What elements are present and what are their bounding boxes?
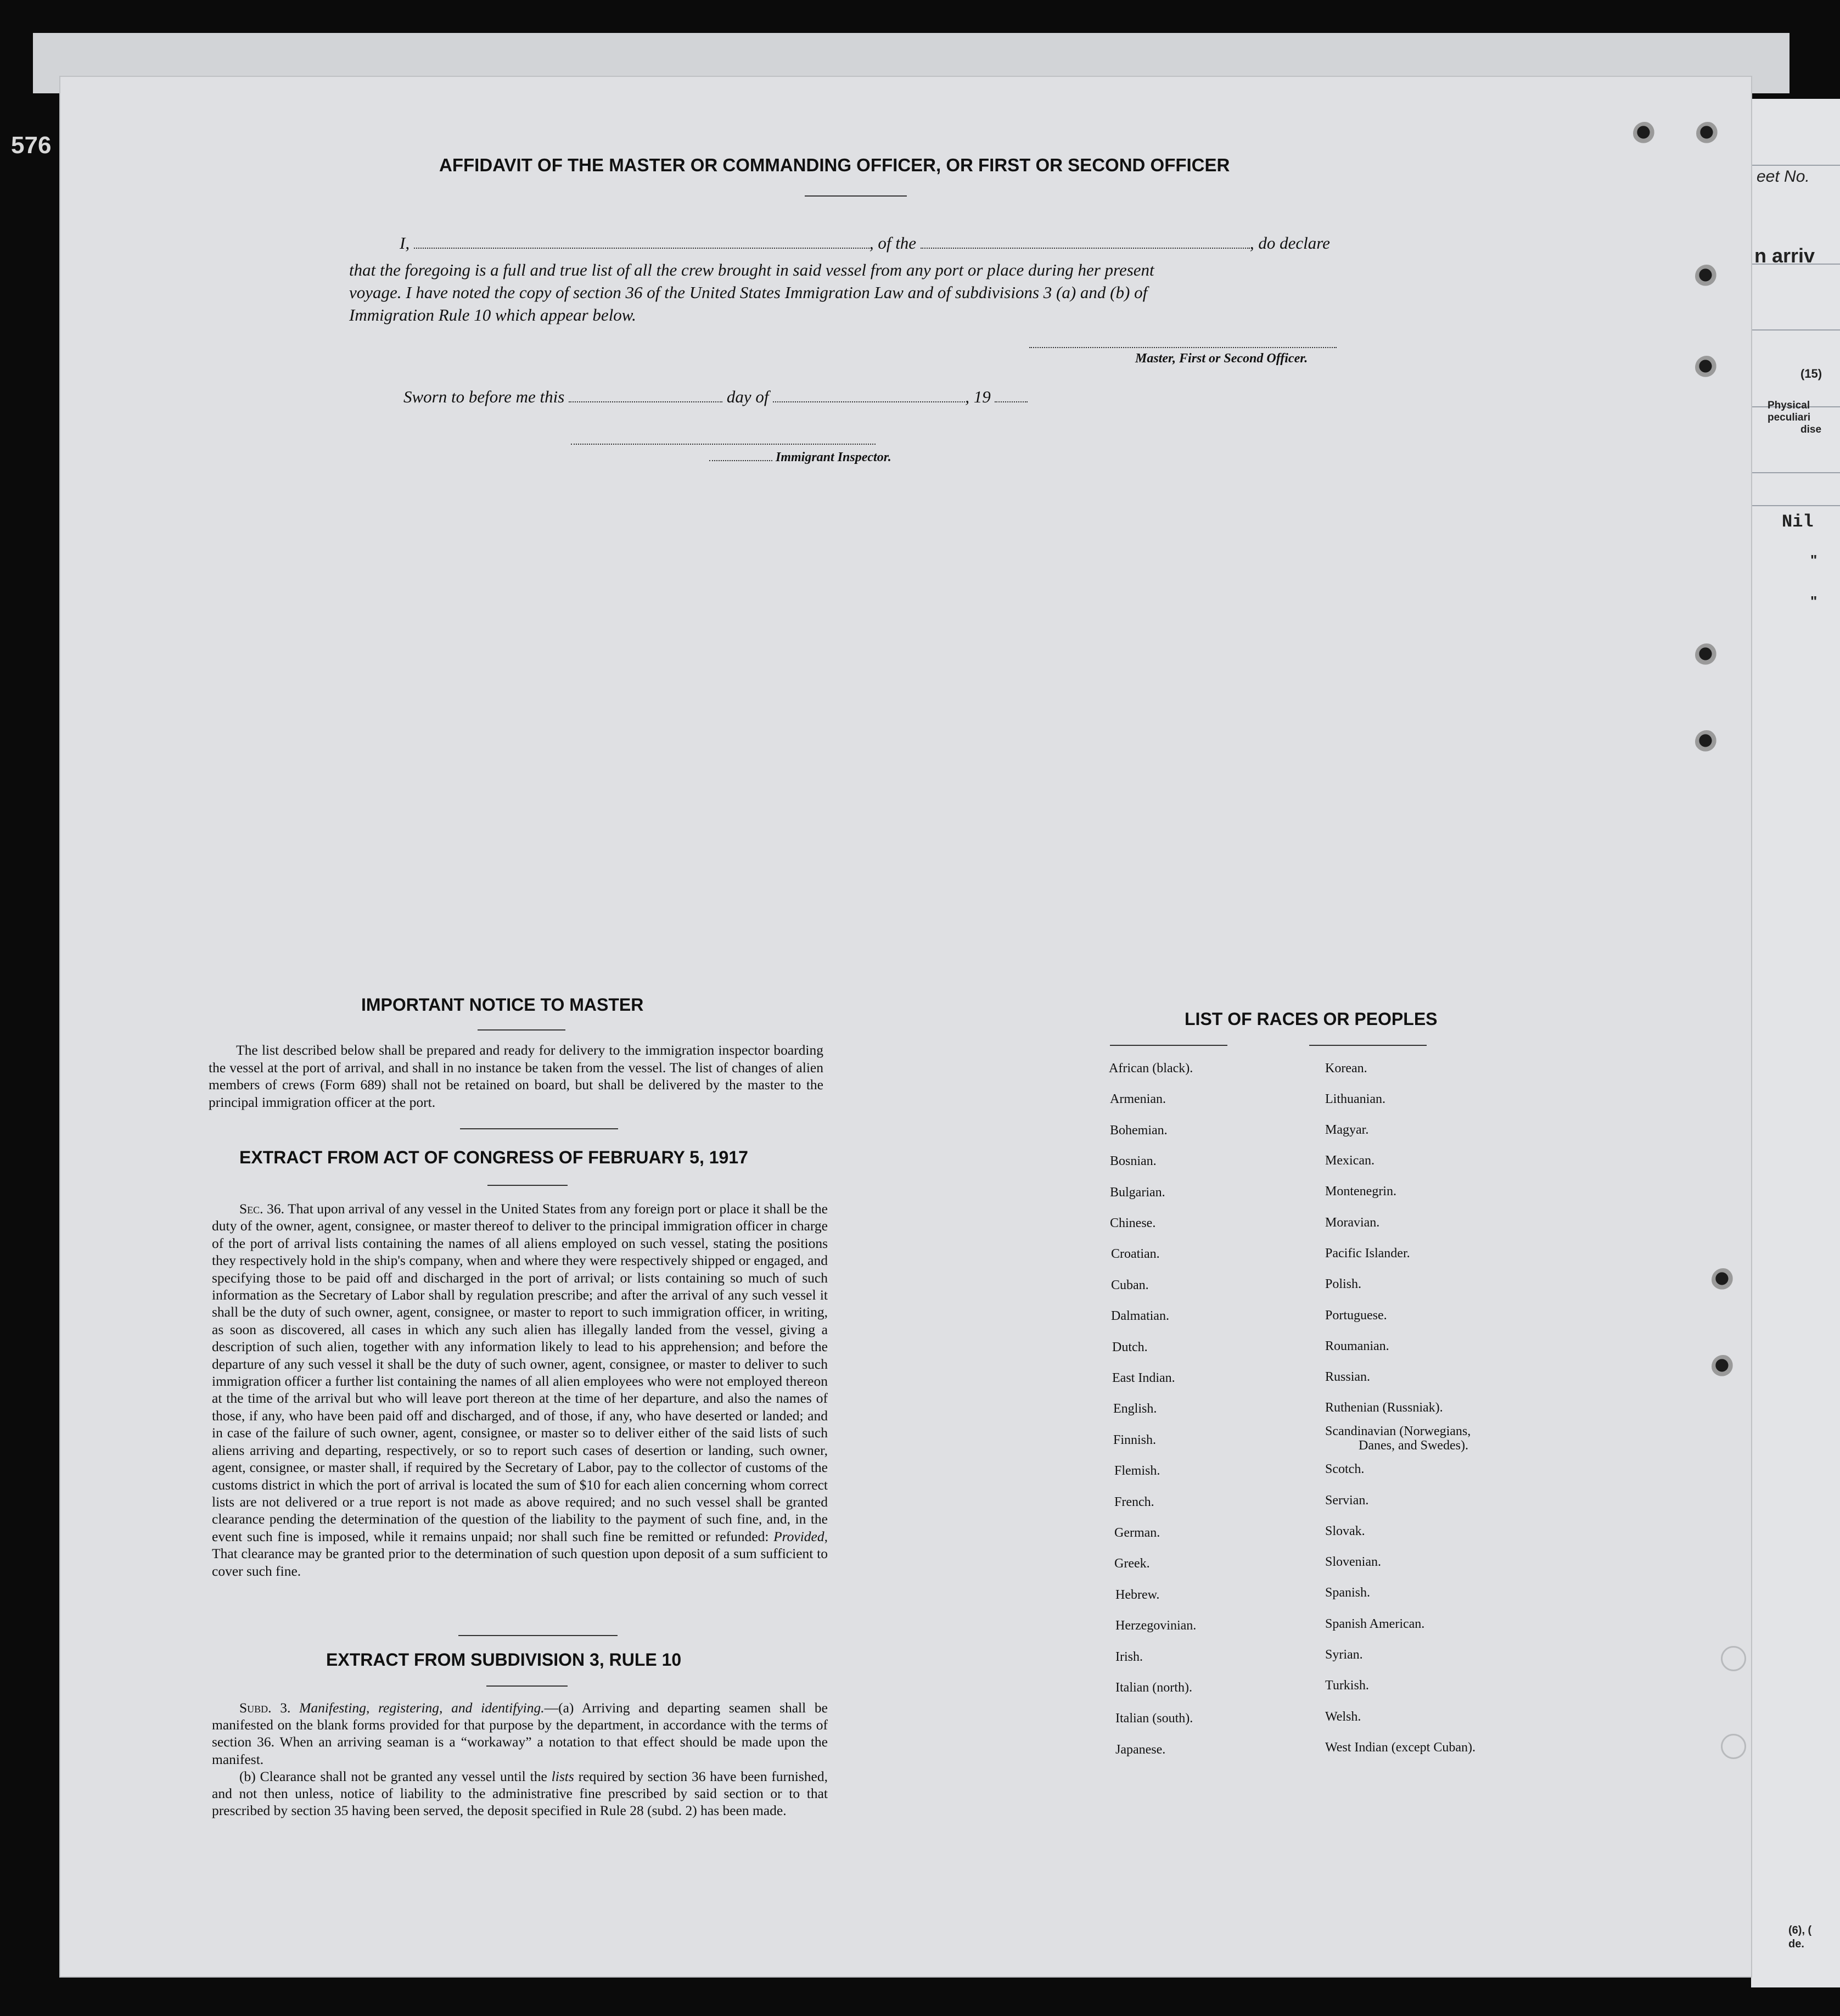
- subd-3-label: Subd. 3.: [239, 1700, 291, 1716]
- year-prefix: , 19: [965, 387, 991, 406]
- race-item: Polish.: [1325, 1277, 1362, 1291]
- punch-hole: [1695, 356, 1718, 379]
- race-item: Dalmatian.: [1111, 1309, 1169, 1324]
- punch-hole: [1695, 643, 1718, 667]
- race-item: Japanese.: [1115, 1742, 1166, 1757]
- race-item: African (black).: [1109, 1061, 1193, 1076]
- notice-paragraph: The list described below shall be prepared and ready for delivery to the immigration inspector boarding the vessel at the port of arrival, and shall in no instance be taken from the vessel. The list of changes of alien members of crews (Form 689) shall not be retained on board, but shall be delivered by the master to the principal immigration officer at the port.: [209, 1042, 823, 1110]
- race-item: Spanish.: [1325, 1586, 1371, 1600]
- sworn-line: [403, 387, 1028, 407]
- of-the-text: , of the: [869, 233, 917, 253]
- subd-3-b-lists: lists: [551, 1768, 574, 1784]
- sworn-month-field[interactable]: [773, 399, 965, 402]
- race-item: Scandinavian (Norwegians,: [1325, 1424, 1471, 1438]
- master-signature-caption: Master, First or Second Officer.: [1135, 351, 1308, 366]
- nil-entry: Nil: [1782, 512, 1814, 532]
- races-title: LIST OF RACES OR PEOPLES: [1185, 1009, 1438, 1029]
- race-item: Syrian.: [1325, 1648, 1363, 1662]
- race-item: Moravian.: [1325, 1216, 1380, 1230]
- race-item: West Indian (except Cuban).: [1325, 1740, 1476, 1755]
- punch-hole-ring: [1721, 1646, 1746, 1671]
- column-number: (15): [1800, 367, 1822, 380]
- subd-3-b-prefix: (b) Clearance shall not be granted any vessel until the: [239, 1768, 547, 1784]
- race-item: Dutch.: [1112, 1340, 1148, 1354]
- master-signature-line[interactable]: [1029, 347, 1337, 348]
- rule-title: EXTRACT FROM SUBDIVISION 3, RULE 10: [326, 1650, 682, 1670]
- race-item: Bosnian.: [1110, 1154, 1157, 1169]
- footnote-fragment-2: de.: [1788, 1938, 1804, 1950]
- i-prefix: I,: [400, 233, 410, 253]
- race-item: Danes, and Swedes).: [1359, 1438, 1468, 1453]
- race-item: Turkish.: [1325, 1678, 1369, 1693]
- races-title-right-rule: [1309, 1045, 1427, 1046]
- vessel-field[interactable]: [921, 245, 1250, 249]
- race-item: Croatian.: [1111, 1247, 1160, 1262]
- notice-body: [209, 1041, 823, 1111]
- act-body: [212, 1200, 828, 1580]
- race-item: Bohemian.: [1110, 1123, 1168, 1138]
- race-item: Portuguese.: [1325, 1308, 1387, 1323]
- race-item: Spanish American.: [1325, 1617, 1425, 1631]
- column-heading-1: Physical: [1768, 400, 1810, 411]
- race-item: German.: [1114, 1526, 1160, 1540]
- race-item: Italian (north).: [1115, 1681, 1192, 1695]
- footnote-fragment-1: (6), (: [1788, 1924, 1812, 1936]
- race-item: Roumanian.: [1325, 1339, 1389, 1353]
- punch-hole: [1695, 730, 1718, 753]
- race-item: Cuban.: [1111, 1278, 1149, 1292]
- subd-3-b-text: required by section 36 have been furnished, and not then unless, notice of liability to the administrative fine prescribed by said section or to that prescribed by section 35 having been served, the deposit specified in Rule 28 (subd. 2) has been made.: [212, 1768, 828, 1819]
- name-field[interactable]: [414, 245, 869, 249]
- race-item: East Indian.: [1112, 1371, 1175, 1385]
- act-end-rule: [458, 1635, 618, 1636]
- inspector-prefix-dots: [709, 458, 772, 461]
- race-item: Scotch.: [1325, 1462, 1365, 1476]
- act-title-rule: [487, 1185, 568, 1186]
- race-item: Chinese.: [1110, 1216, 1156, 1230]
- sworn-prefix: Sworn to before me this: [403, 387, 565, 406]
- sec-36-text-end: That clearance may be granted prior to the determination of such question upon deposit of a sum sufficient to cover such fine.: [212, 1545, 828, 1579]
- affidavit-title-rule: [805, 195, 907, 197]
- race-item: Armenian.: [1110, 1092, 1166, 1107]
- notice-end-rule: [460, 1128, 618, 1129]
- race-item: Ruthenian (Russniak).: [1325, 1401, 1443, 1415]
- races-title-left-rule: [1110, 1045, 1227, 1046]
- race-item: Greek.: [1114, 1556, 1150, 1571]
- subd-3-a-text: —(a) Arriving and departing seamen shall be manifested on the blank forms provided for that purpose by the department, in accordance with the terms of section 36. When an arriving seaman is a “workaway” a notation to that effect should be made upon the manifest.: [212, 1700, 828, 1767]
- do-declare-text: , do declare: [1249, 233, 1330, 253]
- race-item: Lithuanian.: [1325, 1092, 1385, 1106]
- declaration-line-3: voyage. I have noted the copy of section 36 of the United States Immigration Law and of subdivisions 3 (a) and (b) of: [349, 283, 1148, 302]
- race-item: Slovak.: [1325, 1524, 1365, 1538]
- subd-3-heading: Manifesting, registering, and identifying.: [299, 1700, 545, 1716]
- race-item: Servian.: [1325, 1493, 1369, 1508]
- race-item: Mexican.: [1325, 1153, 1375, 1168]
- race-item: Bulgarian.: [1110, 1185, 1165, 1200]
- race-item: Herzegovinian.: [1115, 1619, 1197, 1633]
- punch-hole: [1712, 1355, 1735, 1378]
- race-item: Hebrew.: [1115, 1587, 1160, 1602]
- race-item: English.: [1113, 1402, 1157, 1416]
- race-item: Slovenian.: [1325, 1555, 1381, 1569]
- declaration-line-2: that the foregoing is a full and true list of all the crew brought in said vessel from any port or place during her present: [349, 260, 1154, 279]
- race-item: Russian.: [1325, 1370, 1371, 1384]
- inspector-signature-line[interactable]: [571, 444, 876, 445]
- rule-body: [212, 1699, 828, 1819]
- race-item: Montenegrin.: [1325, 1184, 1396, 1199]
- punch-hole: [1696, 122, 1719, 145]
- sworn-day-field[interactable]: [569, 399, 722, 402]
- race-item: Italian (south).: [1115, 1711, 1193, 1726]
- sworn-year-field[interactable]: [995, 399, 1028, 402]
- provided-label: Provided,: [773, 1528, 828, 1544]
- punch-hole: [1712, 1268, 1735, 1291]
- rule-title-rule: [486, 1685, 568, 1687]
- punch-hole-ring: [1721, 1734, 1746, 1759]
- column-heading-3: dise: [1800, 424, 1822, 435]
- act-title: EXTRACT FROM ACT OF CONGRESS OF FEBRUARY 5, 1917: [239, 1147, 748, 1167]
- race-item: Irish.: [1115, 1649, 1143, 1664]
- race-item: French.: [1114, 1494, 1154, 1509]
- underlying-manifest-sheet: [1751, 99, 1840, 1987]
- document-sheet: [60, 77, 1751, 1976]
- declaration-first-line: [400, 233, 1330, 253]
- inspector-caption: [709, 450, 891, 465]
- race-item: Welsh.: [1325, 1710, 1361, 1724]
- punch-hole: [1633, 122, 1656, 145]
- declaration-line-4: Immigration Rule 10 which appear below.: [349, 305, 636, 324]
- affidavit-title: AFFIDAVIT OF THE MASTER OR COMMANDING OFFICER, OR FIRST OR SECOND OFFICER: [439, 155, 1230, 175]
- column-heading-2: peculiari: [1768, 412, 1811, 423]
- notice-title: IMPORTANT NOTICE TO MASTER: [361, 995, 644, 1015]
- punch-hole: [1695, 265, 1718, 288]
- race-item: Finnish.: [1113, 1432, 1157, 1447]
- arrival-label: n arriv: [1754, 244, 1815, 267]
- sec-36-label: Sec. 36.: [239, 1201, 284, 1217]
- sheet-number-label: eet No.: [1757, 167, 1810, 186]
- page-edge-number: 576: [11, 132, 52, 159]
- race-item: Korean.: [1325, 1061, 1367, 1076]
- race-item: Pacific Islander.: [1325, 1246, 1410, 1261]
- race-item: Flemish.: [1114, 1464, 1160, 1479]
- sec-36-text: That upon arrival of any vessel in the United States from any foreign port or place it shall be the duty of the owner, agent, consignee, or master thereof to deliver to the principal immigration officer in charge of the port of arrival lists containing the names of all aliens employed on such vessel, stating the positions they respectively hold in the ship's company, when and where they were respectively shipped or engaged, and specifying those to be paid off and discharged in the port of arrival; or lists containing so much of such information as the Secretary of Labor shall by regulation prescribe; and after the arrival of any such vessel it shall be the duty of such owner, agent, consignee, or master to report to such immigration officer, in writing, as soon as discovered, all cases in which any such alien has illegally landed from the vessel, giving a description of such alien, together with any information likely to lead to his apprehension; and before the departure of any such vessel it shall be the duty of such owner, agent, consignee, or master to deliver to such immigration officer a further list containing the names of all alien employees who were not employed thereon at the time of the arrival but who will leave port thereon at the time of her departure, and also the names of those, if any, who have been paid off and discharged, and of those, if any, who have deserted or landed; and in case of the failure of such owner, agent, consignee, or master so to deliver either of the said lists of such aliens arriving and departing, respectively, or so to report such cases of desertion or landing, such owner, agent, consignee, or master shall, if required by the Secretary of Labor, pay to the collector of customs of the customs district in which the port of arrival is located the sum of $10 for each alien concerning whom correct lists are not delivered or a true report is not made as above required; and no such vessel shall be granted clearance pending the determination of the question of the liability to the payment of such fine, and, in the event such fine is imposed, while it remains unpaid; nor shall such fine be remitted or refunded:: [212, 1201, 828, 1544]
- ditto-mark-1: ": [1810, 552, 1817, 568]
- day-of-text: day of: [726, 387, 769, 406]
- race-item: Magyar.: [1325, 1123, 1369, 1137]
- ditto-mark-2: ": [1810, 593, 1817, 609]
- inspector-caption-text: Immigrant Inspector.: [776, 450, 891, 464]
- notice-title-rule: [478, 1029, 565, 1031]
